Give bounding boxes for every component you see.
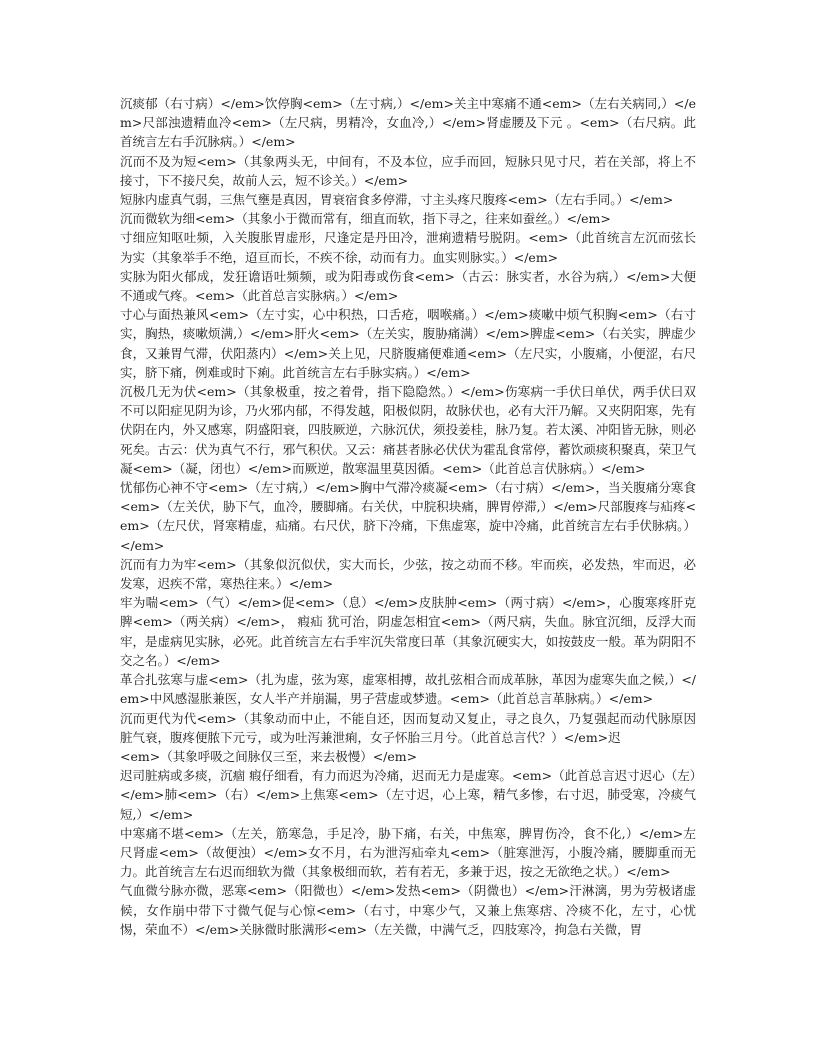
paragraph-15: 迟司脏病或多痰，沉痼 瘕仔细看，有力而迟为冷痛，迟而无力是虚寒。<em>（此首总言迟寸迟心（左）</em>肺<em>（右）</em>上焦寒<em>（左寸迟，心上寒，精气多惨，右寸迟，肺受寒，冷痰气短,）</em> — [120, 768, 696, 822]
paragraph-3: 短脉内虚真气弱，三焦气壅是真因，胃衰宿食多停滞，寸主头疼尺腹疼<em>（左右手同。）</em> — [120, 192, 674, 208]
paragraph-9: 忧郁伤心神不守<em>（左寸病,）</em>胸中气滞冷痰凝<em>（右寸病）</em>，当关腹痛分寒食<em>（左关伏，胁下气，血冷，腰脚痛。右关伏，中脘积块痛，脾胃停滞,）</em>尺部腹疼与疝疼<em>（左尺伏，肾寒精虚，疝痛。右尺伏，脐下冷痛，下焦虚寒，旋中冷痛，此首统言左右手伏脉病。）</em> — [120, 480, 696, 553]
paragraph-7: 寸心与面热兼风<em>（左寸实，心中积热，口舌疮，咽喉痛。）</em>痰嗽中烦气积胸<em>（右寸实，胸热，痰嗽烦满,）</em>肝火<em>（左关实，腹胁痛满）</em>脾虚<em>（右关实，脾虚少食，又兼胃气滞，伏阳蒸内）</em>关上见，尺脐腹痛便难通<em>（左尺实，小腹痛，小便涩，右尺实，脐下痛，例难或时下痢。此首统言左右手脉实病。）</em> — [120, 307, 696, 380]
paragraph-6: 实脉为阳火郁成，发狂谵语吐频频，或为阳毒或伤食<em>（古云：脉实者，水谷为病,）</em>大便不通或气疼。<em>（此首总言实脉病。）</em> — [120, 268, 696, 304]
paragraph-4: 沉而微软为细<em>（其象小于微而常有，细直而软，指下寻之，往来如蚕丝。）</em> — [120, 211, 611, 227]
paragraph-8: 沉极几无为伏<em>（其象极重，按之着骨，指下隐隐然。）</em>伤寒病一手伏曰单伏，两手伏曰双不可以阳症见阴为诊，乃火邪内郁，不得发越，阳极似阴，故脉伏也，必有大汗乃解。又夹阴阳寒，先有伏阴在内，外又感寒，阴盛阳衰，四肢厥逆，六脉沉伏，须投姜桂，脉乃复。若太溪、冲阳皆无脉，则必死矣。古云：伏为真气不行，邪气积伏。又云：痛甚者脉必伏伏为霍乱食常停，蓄饮顽痰积聚真，荣卫气凝<em>（凝，闭也）</em>而厥逆，散寒温里莫因循。<em>（此首总言伏脉病。）</em> — [120, 384, 696, 476]
paragraph-14: <em>（其象呼吸之间脉仅三至，来去极慢）</em> — [120, 748, 418, 764]
paragraph-11: 牢为喘<em>（气）</em>促<em>（息）</em>皮肤肿<em>（两寸病）</em>，心腹寒疼肝克脾<em>（两关病）</em>， 瘕疝 犹可治，阴虚怎相宜<em>（两尺病，失血。脉宜沉细，反浮大而牢，是虚病见实脉，必死。此首统言左右手牢沉失常度曰革（其象沉硬实大，如按鼓皮一般。革为阴阳不交之名。）</em> — [120, 595, 696, 668]
paragraph-5: 寸细应知呕吐频，入关腹胀胃虚形，尺逢定是丹田冷，泄痢遗精号脱阴。<em>（此首统言左沉而弦长为实（其象举手不绝，迢亘而长，不疾不徐，动而有力。血实则脉实。）</em> — [120, 230, 696, 265]
paragraph-16: 中寒痛不堪<em>（左关，筋寒急，手足冷，胁下痛，右关，中焦寒，脾胃伤冷，食不化,）</em>左尺肾虚<em>（故便浊）</em>女不月，右为泄泻疝牵丸<em>（脏寒泄泻，小腹冷痛，腰脚重而无力。此首统言左右迟而细软为微（其象极细而软，若有若无，多兼于迟，按之无欲绝之状。）</em> — [120, 825, 696, 880]
paragraph-13: 沉而更代为代<em>（其象动而中止，不能自还，因而复动又复止，寻之良久，乃复强起而动代脉原因脏气衰，腹疼便脓下元亏，或为吐泻兼泄痢，女子怀胎三月兮。（此首总言代？）</em>迟 — [120, 710, 696, 745]
paragraph-12: 革合扎弦寒与虚<em>（扎为虚，弦为寒，虚寒相搏，故扎弦相合而成革脉，革因为虚寒失血之候,）</em>中风感湿胀兼医，女人半产并崩漏，男子营虚或梦遗。<em>（此首总言革脉病。）</em> — [120, 672, 696, 707]
paragraph-10: 沉而有力为牢<em>（其象似沉似伏，实大而长，少弦，按之动而不移。牢而疾，必发热，牢而迟，必发寒，迟疾不常，寒热往来。）</em> — [120, 556, 696, 592]
paragraph-1: 沉痰郁（右寸病）</em>饮停胸<em>（左寸病,）</em>关主中寒痛不通<em>（左右关病同,）</em>尺部浊遗精血冷<em>（左尺病，男精冷，女血冷,）</em>肾虚腰及下元 。<em>（右尺病。此首统言左右手沉脉病。）</em> — [120, 96, 696, 150]
paragraph-17: 气血微兮脉亦微，恶寒<em>（阳微也）</em>发热<em>（阴微也）</em>汗淋漓，男为劳极诸虚候，女作崩中带下寸微气促与心惊<em>（右寸，中寒少气，又兼上焦寒痞、冷痰不化，左寸，心忧惕，荣血不）</em>关脉微时胀满形<em>（左关微，中满气乏，四肢寒冷，拘急右关微，胃 — [120, 883, 696, 937]
document-page — [120, 94, 696, 939]
paragraph-2: 沉而不及为短<em>（其象两头无，中间有，不及本位，应手而回，短脉只见寸尺，若在关部，将上不接寸，下不接尺矣，故前人云，短不诊关。）</em> — [120, 153, 696, 188]
